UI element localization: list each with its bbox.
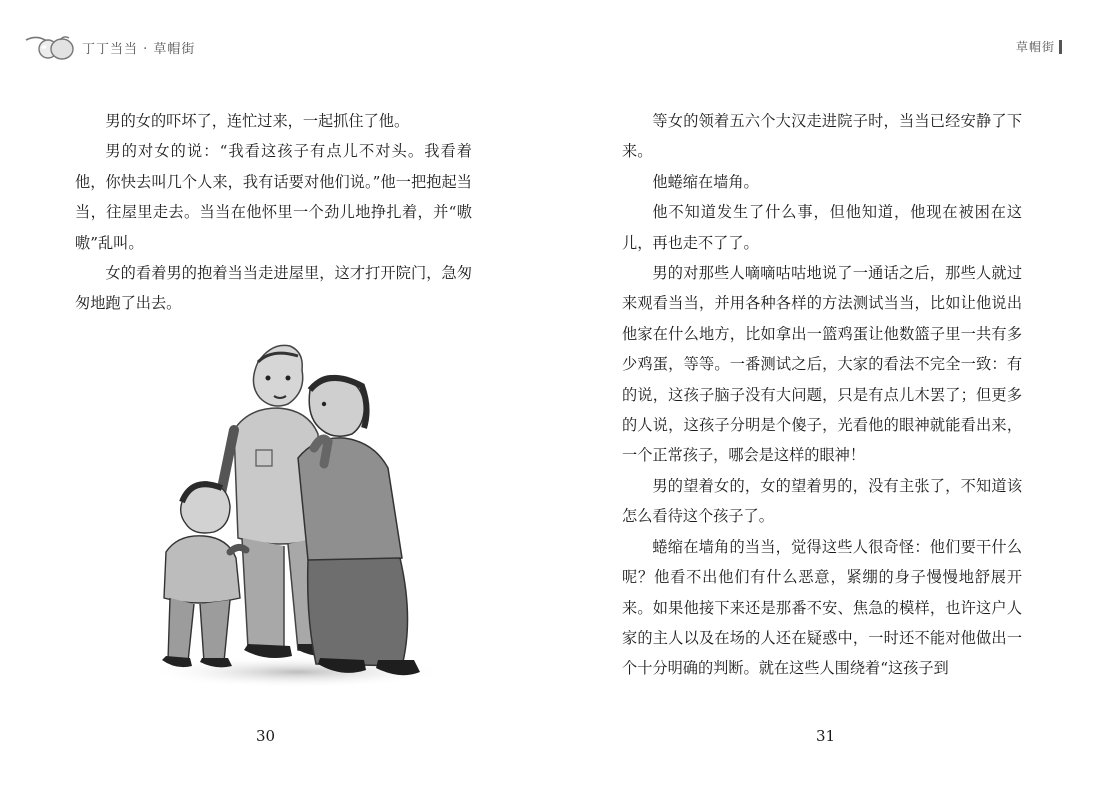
paragraph: 男的望着女的，女的望着男的，没有主张了，不知道该怎么看待这个孩子了。	[622, 476, 1022, 526]
paragraph: 男的女的吓坏了，连忙过来，一起抓住了他。	[105, 112, 410, 130]
child-figure	[162, 482, 246, 668]
running-header-left	[24, 30, 195, 64]
paragraph: 蜷缩在墙角的当当，觉得这些人很奇怪：他们要干什么呢？他看不出他们有什么恶意，紧绷的身子慢慢地舒展开来。如果他接下来还是那番不安、焦急的模样，也许这户人家的主人以及在场的人还在疑惑中，一时还不能对他做出一个十分明确的判断。就在这些人围绕着“这孩子到	[622, 537, 1022, 678]
right-page	[548, 0, 1096, 786]
series-title: 丁丁当当 · 草帽街	[82, 41, 196, 57]
paragraph: 等女的领着五六个大汉走进院子时，当当已经安静了下来。	[622, 112, 1022, 161]
woman-figure	[298, 376, 420, 675]
page-number: 30	[256, 727, 276, 745]
paragraph: 男的对女的说：“我看这孩子有点儿不对头。我看着他，你快去叫几个人来，我有话要对他们说。”他一把抱起当当，往屋里走去。当当在他怀里一个劲儿地挣扎着，并“嗷嗷”乱叫。	[75, 142, 472, 252]
illustration-man-woman-child	[138, 338, 444, 690]
book-title: 草帽街	[1015, 40, 1055, 54]
paragraph: 男的对那些人嘀嘀咕咕地说了一通话之后，那些人就过来观看当当，并用各种各样的方法测试当当，比如让他说出他家在什么地方，比如拿出一篮鸡蛋让他数篮子里一共有多少鸡蛋，等等。一番测试之后，大家的看法不完全一致：有的说，这孩子脑子没有大问题，只是有点儿木罢了；但更多的人说，这孩子分明是个傻子，光看他的眼神就能看出来，一个正常孩子，哪会是这样的眼神！	[622, 264, 1022, 465]
page-number: 31	[816, 727, 836, 745]
header-bar-icon	[1059, 40, 1062, 54]
running-header-right	[1016, 38, 1062, 55]
paragraph: 他不知道发生了什么事，但他知道，他现在被困在这儿，再也走不了了。	[622, 203, 1022, 252]
paragraph: 他蜷缩在墙角。	[652, 172, 759, 191]
right-body-text	[622, 106, 1022, 684]
gourd-logo-icon	[24, 30, 80, 64]
paragraph: 女的看着男的抱着当当走进屋里，这才打开院门，急匆匆地跑了出去。	[75, 264, 472, 313]
left-body-text	[75, 106, 472, 319]
